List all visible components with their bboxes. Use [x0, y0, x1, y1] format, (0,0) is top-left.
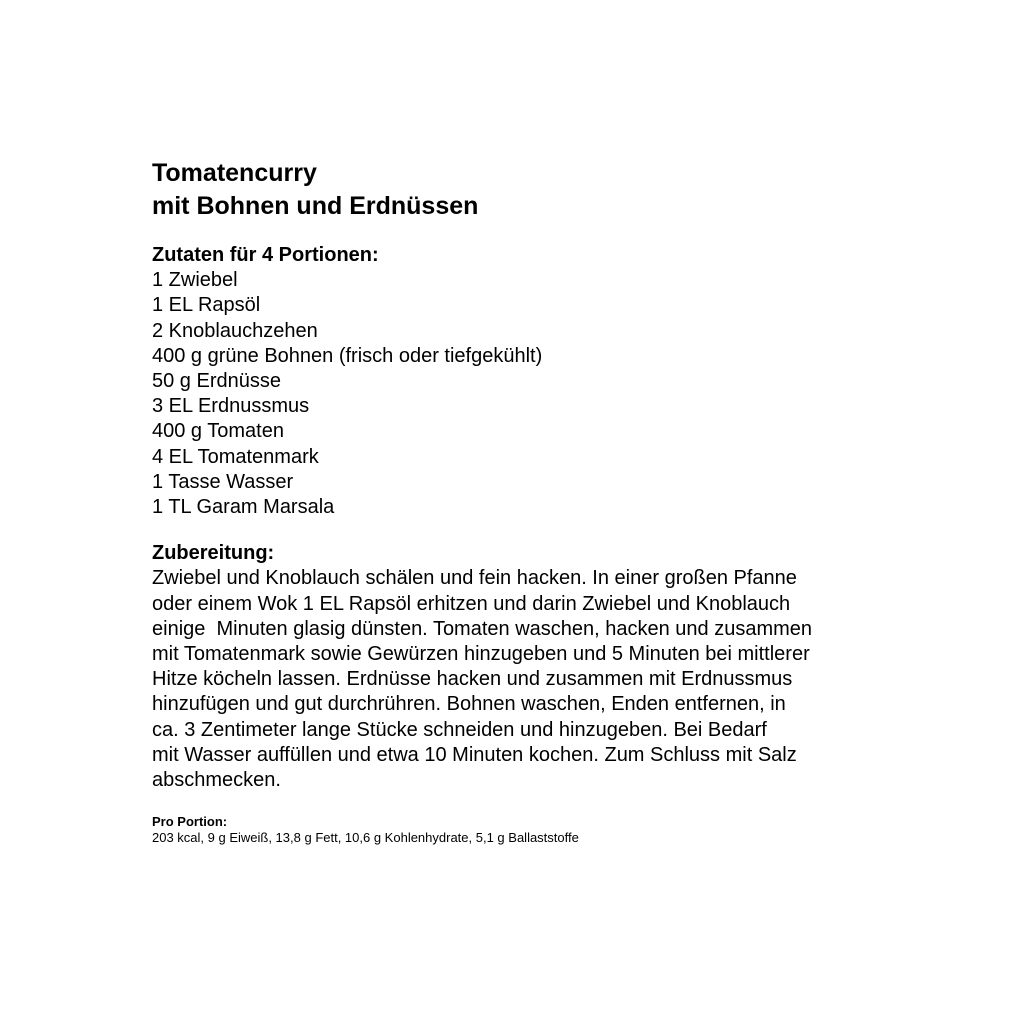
preparation-line: Zwiebel und Knoblauch schälen und fein hacken. In einer großen Pfanne	[152, 567, 797, 590]
nutrition-values: 203 kcal, 9 g Eiweiß, 13,8 g Fett, 10,6 g Kohlenhydrate, 5,1 g Ballaststoffe	[152, 830, 579, 846]
preparation-line: mit Wasser auffüllen und etwa 10 Minuten kochen. Zum Schluss mit Salz	[152, 743, 797, 766]
preparation-section	[152, 541, 910, 793]
recipe-title-line2: mit Bohnen und Erdnüssen	[152, 192, 479, 220]
preparation-line: mit Tomatenmark sowie Gewürzen hinzugeben und 5 Minuten bei mittlerer	[152, 643, 810, 666]
preparation-line: oder einem Wok 1 EL Rapsöl erhitzen und darin Zwiebel und Knoblauch	[152, 592, 791, 615]
ingredient-item: 400 g Tomaten	[152, 420, 284, 443]
preparation-line: abschmecken.	[152, 769, 281, 792]
ingredient-item: 400 g grüne Bohnen (frisch oder tiefgekühlt)	[152, 344, 543, 367]
preparation-line: Hitze köcheln lassen. Erdnüsse hacken und zusammen mit Erdnussmus	[152, 668, 793, 691]
ingredient-item: 2 Knoblauchzehen	[152, 319, 318, 342]
preparation-line: einige Minuten glasig dünsten. Tomaten waschen, hacken und zusammen	[152, 617, 813, 640]
nutrition-heading: Pro Portion:	[152, 814, 228, 830]
preparation-heading: Zubereitung:	[152, 542, 275, 565]
ingredient-item: 3 EL Erdnussmus	[152, 395, 310, 418]
ingredient-item: 1 Zwiebel	[152, 269, 238, 292]
ingredient-item: 50 g Erdnüsse	[152, 370, 281, 393]
ingredients-heading: Zutaten für 4 Portionen:	[152, 244, 379, 266]
ingredients-section	[152, 243, 910, 520]
ingredient-item: 1 Tasse Wasser	[152, 470, 294, 493]
ingredient-item: 4 EL Tomatenmark	[152, 445, 319, 468]
nutrition-section	[152, 814, 910, 846]
preparation-line: ca. 3 Zentimeter lange Stücke schneiden und hinzugeben. Bei Bedarf	[152, 718, 767, 741]
recipe-title	[152, 157, 910, 223]
ingredient-item: 1 TL Garam Marsala	[152, 496, 335, 519]
recipe-title-line1: Tomatencurry	[152, 159, 317, 187]
ingredient-item: 1 EL Rapsöl	[152, 294, 261, 317]
preparation-line: hinzufügen und gut durchrühren. Bohnen waschen, Enden entfernen, in	[152, 693, 786, 716]
